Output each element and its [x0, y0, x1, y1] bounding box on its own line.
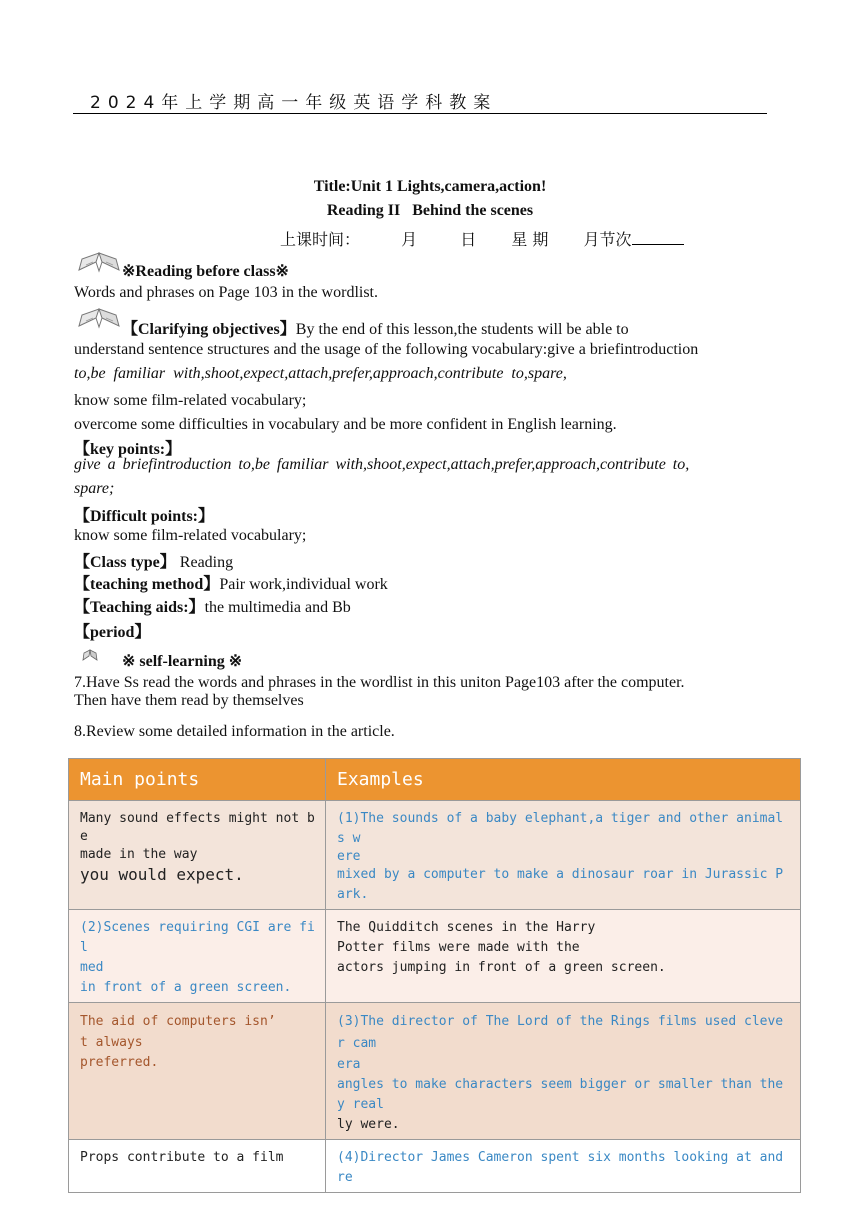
table-cell-example	[326, 801, 801, 910]
teaching-aids-value: the multimedia and Bb	[204, 599, 351, 616]
cell-line: ly were.	[337, 1117, 400, 1132]
class-time-month: 月	[401, 230, 418, 249]
table-cell-main	[69, 1003, 326, 1140]
cell-line: era	[337, 1057, 361, 1072]
table-row	[69, 1140, 801, 1193]
cell-line: (3)The director of The Lord of the Rings films used clever cam	[337, 1014, 784, 1051]
table-cell-example	[326, 910, 801, 1003]
period-heading: 【period】	[74, 624, 151, 641]
teaching-method-heading: 【teaching method】	[74, 576, 220, 593]
cell-line: (4)Director James Cameron spent six months looking at and re	[337, 1150, 784, 1185]
class-type-heading: 【Class type】	[74, 554, 176, 571]
objectives-heading: 【Clarifying objectives】	[122, 321, 296, 338]
book-small-icon	[82, 649, 98, 661]
cell-line: angles to make characters seem bigger or smaller than they real	[337, 1077, 784, 1112]
class-time-week: 星 期	[511, 230, 549, 249]
cell-line: (1)The sounds of a baby elephant,a tiger and other animals w	[337, 811, 784, 846]
teaching-aids-row	[74, 594, 351, 617]
lesson-title: Title:Unit 1 Lights,camera,action!	[313, 178, 547, 195]
class-type-value: Reading	[179, 554, 234, 571]
key-points-line-1: give a briefintroduction to,be familiar with,shoot,expect,attach,prefer,approach,contribute to,	[74, 456, 690, 473]
class-time-row	[280, 227, 684, 250]
cell-line: t always	[80, 1035, 143, 1050]
class-type-row	[74, 549, 233, 572]
book-icon	[76, 250, 122, 274]
key-points-line-2: spare;	[74, 480, 115, 497]
table-row	[69, 801, 801, 910]
step-7	[74, 674, 685, 710]
table-cell-main	[69, 801, 326, 910]
cell-line: e	[80, 829, 88, 844]
cell-line: (2)Scenes requiring CGI are fil	[80, 920, 315, 955]
reading-before-text: Words and phrases on Page 103 in the wordlist.	[74, 284, 378, 301]
key-points-heading: 【key points:】	[74, 441, 182, 458]
document-header: 2024年上学期高一年级英语学科教案	[73, 92, 767, 114]
objectives-intro: By the end of this lesson,the students will be able to	[295, 321, 629, 338]
teaching-method-row	[74, 571, 388, 594]
class-time-label: 上课时间：	[280, 230, 361, 249]
table-row	[69, 1003, 801, 1140]
cell-line: made in the way	[80, 847, 198, 862]
cell-line: actors jumping in front of a green screen.	[337, 960, 666, 975]
table-cell-main	[69, 1140, 326, 1193]
main-points-table	[68, 758, 801, 1193]
cell-line: mixed by a computer to make a dinosaur roar in Jurassic Park.	[337, 867, 784, 902]
teaching-method-value: Pair work,individual work	[219, 576, 388, 593]
step-8: 8.Review some detailed information in the article.	[74, 723, 395, 740]
cell-line: Props contribute to a film	[80, 1150, 284, 1165]
class-time-period: 月节次	[583, 230, 632, 249]
cell-line: ere	[337, 849, 361, 864]
cell-line: The aid of computers isn’	[80, 1014, 276, 1029]
table-header-main-points: Main points	[69, 759, 326, 801]
difficult-points-heading: 【Difficult points:】	[74, 508, 215, 525]
difficult-points-text: know some film-related vocabulary;	[74, 527, 307, 544]
lesson-subtitle: Reading II Behind the scenes	[326, 202, 534, 219]
cell-line: preferred.	[80, 1055, 159, 1070]
objectives-line-5: overcome some difficulties in vocabulary and be more confident in English learning.	[74, 416, 617, 433]
objectives-line-1	[122, 316, 629, 339]
cell-line: med	[80, 960, 104, 975]
book-icon	[76, 306, 122, 330]
table-cell-example	[326, 1003, 801, 1140]
table-header-row	[69, 759, 801, 801]
class-time-day: 日	[460, 230, 477, 249]
cell-line: The Quidditch scenes in the Harry	[337, 920, 596, 935]
cell-line: in front of a green screen.	[80, 980, 292, 995]
cell-line: Potter films were made with the	[337, 940, 580, 955]
step-7-line-1: 7.Have Ss read the words and phrases in the wordlist in this uniton Page103 after the computer.	[74, 674, 685, 691]
class-time-blank	[632, 230, 684, 245]
objectives-line-3: to,be familiar with,shoot,expect,attach,prefer,approach,contribute to,spare,	[74, 365, 567, 382]
cell-line: Many sound effects might not b	[80, 811, 315, 826]
table-row	[69, 910, 801, 1003]
teaching-aids-heading: 【Teaching aids:】	[74, 599, 205, 616]
self-learning-heading: ※ self-learning ※	[122, 653, 243, 670]
table-cell-main	[69, 910, 326, 1003]
table-cell-example	[326, 1140, 801, 1193]
step-7-line-2: Then have them read by themselves	[74, 692, 304, 709]
objectives-line-4: know some film-related vocabulary;	[74, 392, 307, 409]
reading-before-heading: ※Reading before class※	[122, 263, 289, 280]
table-header-examples: Examples	[326, 759, 801, 801]
objectives-line-2: understand sentence structures and the usage of the following vocabulary:give a briefintroduction	[74, 341, 699, 358]
cell-line: you would expect.	[80, 865, 244, 884]
